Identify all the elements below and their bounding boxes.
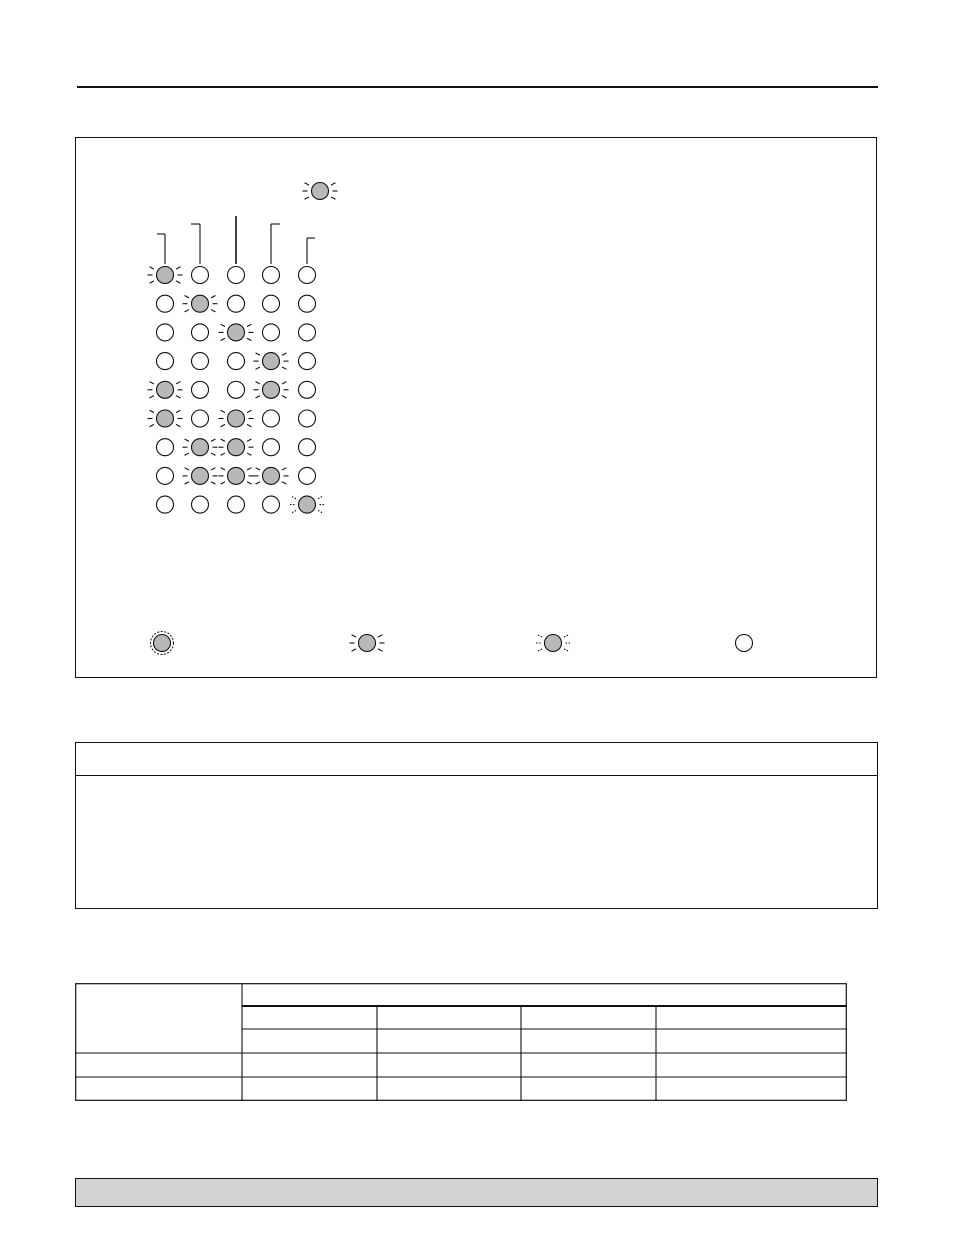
led-diagram [76,138,878,679]
legend-led-blink [350,635,385,652]
led-r2-c1 [157,295,174,312]
note-box [75,742,878,909]
led-r1-c2 [192,267,209,284]
led-r8-c2 [183,467,218,484]
led-r6-c3 [219,410,254,427]
spec-table [75,983,847,1101]
led-r3-c1 [157,324,174,341]
legend-led-blink-slow [536,635,571,652]
led-r5-c2 [192,381,209,398]
led-r4-c4 [254,353,289,370]
led-r9-c2 [192,496,209,513]
column-leader-2 [191,224,200,264]
top-rule [77,86,878,88]
led-r2-c5 [299,295,316,312]
led-r3-c4 [263,324,280,341]
spec-table-grid [75,983,847,1101]
table-border [76,984,847,1101]
led-r7-c4 [263,439,280,456]
led-r2-c2 [183,295,218,312]
led-r5-c5 [299,381,316,398]
led-r7-c2 [183,439,218,456]
led-r3-c5 [299,324,316,341]
led-r5-c1 [148,381,183,398]
footer-bar [75,1178,878,1207]
led-r6-c4 [263,410,280,427]
led-r4-c1 [157,353,174,370]
legend-led-off [736,635,753,652]
led-r8-c3 [219,467,254,484]
column-leader-4 [271,224,280,264]
led-r2-c4 [263,295,280,312]
column-leader-1 [157,234,165,264]
led-r8-c1 [157,467,174,484]
led-r5-c4 [254,381,289,398]
led-r1-c5 [299,267,316,284]
led-r9-c1 [157,496,174,513]
led-r9-c4 [263,496,280,513]
led-r8-c4 [254,467,289,484]
led-r3-c2 [192,324,209,341]
led-r2-c3 [228,295,245,312]
led-r6-c2 [192,410,209,427]
led-r1-c4 [263,267,280,284]
led-r8-c5 [299,467,316,484]
led-r6-c5 [299,410,316,427]
led-r7-c3 [219,439,254,456]
led-r7-c1 [157,439,174,456]
led-r4-c5 [299,353,316,370]
led-r5-c3 [228,381,245,398]
column-leader-5 [307,238,315,264]
led-r1-c3 [228,267,245,284]
header-indicator-led [303,183,338,200]
legend-led-steady-lit [151,632,174,655]
led-r1-c1 [148,267,183,284]
led-r7-c5 [299,439,316,456]
led-r3-c3 [219,324,254,341]
note-box-header [76,743,877,776]
led-r6-c1 [148,410,183,427]
led-r4-c3 [228,353,245,370]
led-r9-c3 [228,496,245,513]
led-r9-c5 [290,496,325,513]
led-status-panel [75,137,877,678]
led-r4-c2 [192,353,209,370]
